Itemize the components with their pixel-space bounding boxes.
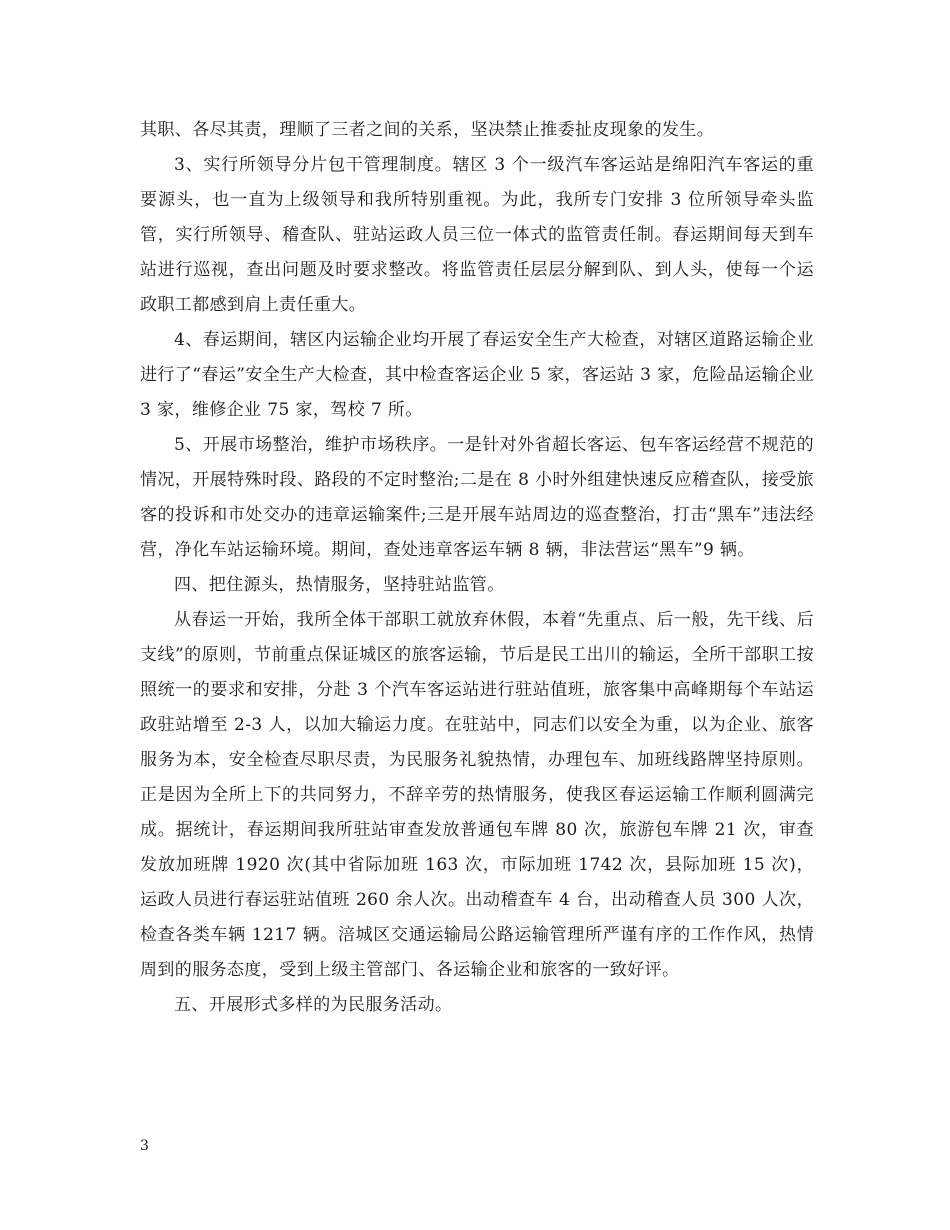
paragraph-item-4: 4、春运期间，辖区内运输企业均开展了春运安全生产大检查，对辖区道路运输企业进行了“春运”安全生产大检查，其中检查客运企业 5 家，客运站 3 家，危险品运输企业 3 家，维修企业 75 家，驾校 7 所。 xyxy=(140,330,814,420)
section-heading-4: 四、把住源头，热情服务，坚持驻站监管。 xyxy=(174,575,505,595)
paragraph-item-5: 5、开展市场整治，维护市场秩序。一是针对外省超长客运、包车客运经营不规范的情况，开展特殊时段、路段的不定时整治;二是在 8 小时外组建快速反应稽查队，接受旅客的投诉和市处交办的违章运输案件;三是开展车站周边的巡查整治，打击“黑车”违法经营，净化车站运输环境。期间，查处违章客运车辆 8 辆，非法营运“黑车”9 辆。 xyxy=(140,435,814,560)
document-body xyxy=(140,113,814,1023)
paragraph-continuation: 其职、各尽其责，理顺了三者之间的关系，坚决禁止推委扯皮现象的发生。 xyxy=(140,120,715,140)
section-heading-5: 五、开展形式多样的为民服务活动。 xyxy=(174,995,453,1015)
paragraph-station-supervision: 从春运一开始，我所全体干部职工就放弃休假，本着“先重点、后一般，先干线、后支线”的原则，节前重点保证城区的旅客运输，节后是民工出川的输运，全所干部职工按照统一的要求和安排，分赴 3 个汽车客运站进行驻站值班，旅客集中高峰期每个车站运政驻站增至 2-3 人，以加大输运力度。在驻站中，同志们以安全为重，以为企业、旅客服务为本，安全检查尽职尽责，为民服务礼貌热情，办理包车、加班线路牌坚持原则。正是因为全所上下的共同努力，不辞辛劳的热情服务，使我区春运运输工作顺利圆满完成。据统计，春运期间我所驻站审查发放普通包车牌 80 次，旅游包车牌 21 次，审查发放加班牌 1920 次(其中省际加班 163 次，市际加班 1742 次，县际加班 15 次)，运政人员进行春运驻站值班 260 余人次。出动稽查车 4 台，出动稽查人员 300 人次，检查各类车辆 1217 辆。涪城区交通运输局公路运输管理所严谨有序的工作作风，热情周到的服务态度，受到上级主管部门、各运输企业和旅客的一致好评。 xyxy=(140,610,814,980)
paragraph-item-3: 3、实行所领导分片包干管理制度。辖区 3 个一级汽车客运站是绵阳汽车客运的重要源头，也一直为上级领导和我所特别重视。为此，我所专门安排 3 位所领导牵头监管，实行所领导、稽查队、驻站运政人员三位一体式的监管责任制。春运期间每天到车站进行巡视，查出问题及时要求整改。将监管责任层层分解到队、到人头，使每一个运政职工都感到肩上责任重大。 xyxy=(140,155,814,315)
page-number: 3 xyxy=(140,1138,149,1154)
